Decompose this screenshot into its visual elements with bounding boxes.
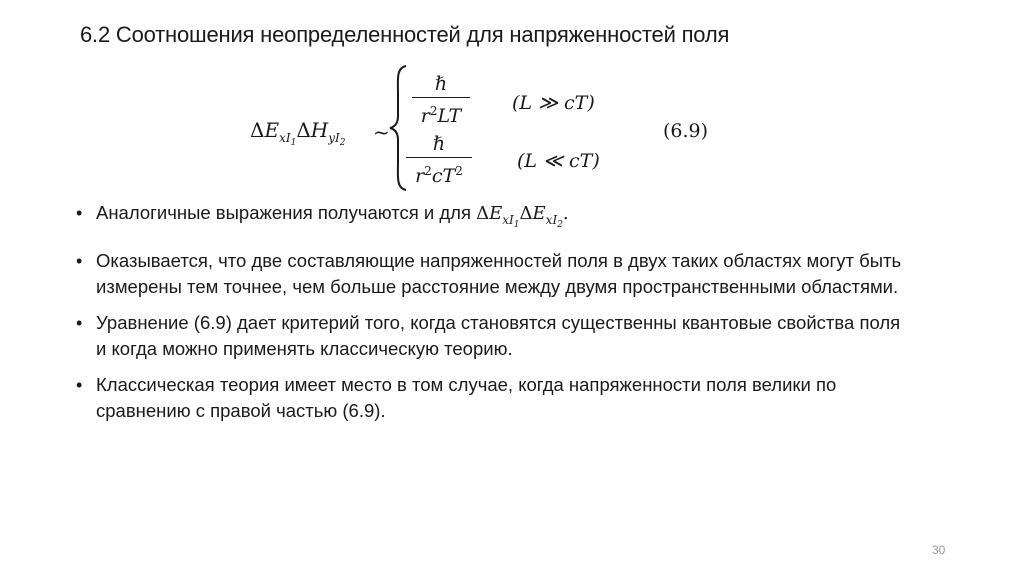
- fraction-1-numerator: ℏ: [434, 73, 448, 95]
- page-number: 30: [932, 543, 946, 557]
- slide-title: 6.2 Соотношения неопределенностей для напряженностей поля: [80, 22, 730, 47]
- fraction-2-denominator: $r^2cT^2$: [415, 164, 463, 187]
- equation-lhs: $\Delta E_{xI_1}\Delta H_{yI_2}$: [250, 118, 346, 148]
- list-item: • Оказывается, что две составляющие напряженностей поля в двух таких областях могут быть измерены тем точнее, чем больше расстояние между двумя пространственными областями.: [74, 248, 914, 300]
- fraction-1-denominator: $r^2LT$: [420, 104, 462, 127]
- list-item: • Классическая теория имеет место в том случае, когда напряженности поля велики по сравнению с правой частью (6.9).: [74, 372, 914, 424]
- list-item: • Уравнение (6.9) дает критерий того, когда становятся существенны квантовые свойства поля и когда можно применять классическую теорию.: [74, 310, 914, 362]
- fraction-1-bar: [412, 97, 470, 98]
- fraction-case-2: [406, 132, 472, 188]
- condition-case-2: (L ≪ cT): [517, 150, 600, 172]
- list-item: • Аналогичные выражения получаются и для $\Delta E_{xI_1}\Delta E_{xI_2}$.: [74, 200, 914, 238]
- fraction-2-bar: [406, 157, 472, 158]
- equation-number: (6.9): [663, 120, 709, 142]
- inline-formula: $\Delta E_{xI_1}\Delta E_{xI_2}$.: [476, 203, 569, 230]
- condition-case-1: (L ≫ cT): [512, 92, 595, 114]
- fraction-case-1: [412, 72, 470, 128]
- bullet-list: [74, 200, 914, 434]
- equation-relation: ~: [373, 120, 390, 144]
- fraction-2-numerator: ℏ: [432, 133, 446, 155]
